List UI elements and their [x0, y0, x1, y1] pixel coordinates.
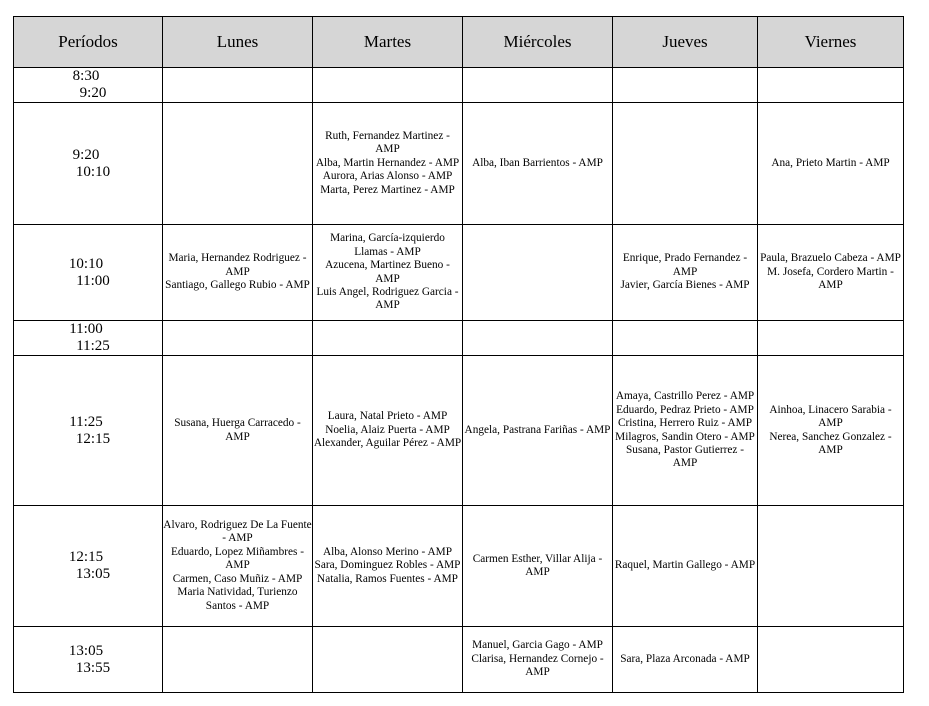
- staff-entry: Ruth, Fernandez Martinez - AMP: [325, 129, 450, 156]
- staff-entry: Marta, Perez Martinez - AMP: [320, 183, 455, 196]
- schedule-cell-monday: [163, 68, 313, 103]
- schedule-cell-monday: [163, 506, 313, 627]
- schedule-cell-thursday: [613, 103, 758, 225]
- staff-entry: Aurora, Arias Alonso - AMP: [322, 170, 453, 183]
- staff-entry: Noelia, Alaiz Puerta - AMP: [325, 423, 450, 436]
- staff-entry: Javier, García Bienes - AMP: [620, 279, 750, 292]
- schedule-cell-friday: [758, 356, 904, 506]
- period-end: 13:05: [75, 566, 111, 582]
- staff-entry: Luis Angel, Rodriguez Garcia - AMP: [316, 285, 459, 312]
- staff-entry: Susana, Pastor Gutierrez - AMP: [626, 443, 744, 470]
- schedule-cell-thursday: [613, 321, 758, 356]
- period-end: 10:10: [75, 163, 111, 180]
- header-thursday: Jueves: [613, 17, 758, 68]
- staff-entry: Santiago, Gallego Rubio - AMP: [165, 279, 310, 292]
- table-row: [14, 225, 904, 321]
- period-cell: [14, 68, 163, 103]
- schedule-cell-monday: [163, 225, 313, 321]
- period-start: 11:00: [69, 321, 103, 337]
- staff-entry: Sara, Dominguez Robles - AMP: [314, 559, 461, 572]
- period-cell: [14, 627, 163, 693]
- staff-entry: Eduardo, Lopez Miñambres - AMP: [170, 545, 304, 572]
- staff-entry: Ainhoa, Linacero Sarabia - AMP: [769, 403, 892, 430]
- staff-entry: Milagros, Sandin Otero - AMP: [615, 430, 755, 443]
- staff-entry: Clarisa, Hernandez Cornejo - AMP: [471, 652, 604, 679]
- schedule-cell-monday: [163, 627, 313, 693]
- staff-entry: Alba, Alonso Merino - AMP: [323, 545, 452, 558]
- table-row: [14, 321, 904, 356]
- schedule-cell-thursday: [613, 225, 758, 321]
- schedule-body: [14, 68, 904, 693]
- timetable: [13, 16, 904, 693]
- header-wednesday: Miércoles: [463, 17, 613, 68]
- schedule-cell-wednesday: [463, 506, 613, 627]
- schedule-cell-wednesday: [463, 321, 613, 356]
- staff-entry: Cristina, Herrero Ruiz - AMP: [618, 417, 752, 430]
- period-end: 11:25: [76, 338, 110, 354]
- staff-entry: Nerea, Sanchez Gonzalez - AMP: [769, 430, 892, 456]
- schedule-cell-friday: [758, 506, 904, 627]
- schedule-cell-friday: [758, 627, 904, 693]
- schedule-cell-monday: [163, 356, 313, 506]
- schedule-cell-thursday: [613, 68, 758, 103]
- schedule-cell-thursday: [613, 356, 758, 506]
- staff-entry: Alvaro, Rodriguez De La Fuente - AMP: [163, 519, 312, 545]
- staff-entry: Alba, Iban Barrientos - AMP: [472, 156, 603, 169]
- schedule-cell-tuesday: [313, 321, 463, 356]
- period-cell: [14, 506, 163, 627]
- staff-entry: Ana, Prieto Martin - AMP: [771, 156, 890, 169]
- staff-entry: Sara, Plaza Arconada - AMP: [620, 652, 750, 665]
- staff-entry: Laura, Natal Prieto - AMP: [327, 410, 448, 423]
- schedule-cell-friday: [758, 68, 904, 103]
- schedule-cell-tuesday: [313, 627, 463, 693]
- staff-entry: Angela, Pastrana Fariñas - AMP: [464, 423, 611, 436]
- staff-entry: Maria Natividad, Turienzo Santos - AMP: [177, 586, 298, 612]
- schedule-cell-monday: [163, 321, 313, 356]
- schedule-cell-friday: [758, 103, 904, 225]
- schedule-cell-tuesday: [313, 225, 463, 321]
- schedule-cell-thursday: [613, 506, 758, 627]
- period-end: 12:15: [75, 430, 111, 447]
- staff-entry: Enrique, Prado Fernandez - AMP: [622, 252, 748, 278]
- header-tuesday: Martes: [313, 17, 463, 68]
- schedule-cell-tuesday: [313, 103, 463, 225]
- period-cell: [14, 103, 163, 225]
- table-row: [14, 356, 904, 506]
- header-periods: Períodos: [14, 17, 163, 68]
- period-start: 10:10: [68, 255, 104, 272]
- schedule-cell-tuesday: [313, 356, 463, 506]
- staff-entry: Azucena, Martinez Bueno - AMP: [325, 259, 450, 285]
- table-row: [14, 103, 904, 225]
- staff-entry: Amaya, Castrillo Perez - AMP: [615, 390, 755, 403]
- staff-entry: Marina, García-izquierdo Llamas - AMP: [330, 232, 445, 258]
- schedule-cell-monday: [163, 103, 313, 225]
- staff-entry: Carmen Esther, Villar Alija - AMP: [472, 552, 603, 578]
- staff-entry: Paula, Brazuelo Cabeza - AMP: [760, 252, 901, 265]
- schedule-cell-wednesday: [463, 68, 613, 103]
- staff-entry: Carmen, Caso Muñiz - AMP: [172, 572, 303, 585]
- staff-entry: Susana, Huerga Carracedo - AMP: [174, 417, 301, 443]
- staff-entry: Eduardo, Pedraz Prieto - AMP: [616, 403, 754, 416]
- period-start: 11:25: [69, 413, 103, 430]
- schedule-cell-wednesday: [463, 627, 613, 693]
- header-row: [14, 17, 904, 68]
- period-start: 8:30: [72, 68, 100, 84]
- staff-entry: Maria, Hernandez Rodriguez - AMP: [168, 252, 307, 278]
- table-row: [14, 506, 904, 627]
- period-cell: [14, 225, 163, 321]
- schedule-cell-thursday: [613, 627, 758, 693]
- period-start: 13:05: [68, 642, 104, 659]
- header-friday: Viernes: [758, 17, 904, 68]
- schedule-cell-wednesday: [463, 225, 613, 321]
- schedule-cell-tuesday: [313, 68, 463, 103]
- staff-entry: Raquel, Martin Gallego - AMP: [614, 559, 756, 572]
- period-end: 11:00: [76, 272, 110, 289]
- staff-entry: Manuel, Garcia Gago - AMP: [472, 639, 603, 652]
- staff-entry: M. Josefa, Cordero Martin - AMP: [767, 265, 894, 292]
- period-start: 9:20: [72, 146, 100, 163]
- schedule-cell-tuesday: [313, 506, 463, 627]
- period-cell: [14, 356, 163, 506]
- header-monday: Lunes: [163, 17, 313, 68]
- table-row: [14, 627, 904, 693]
- schedule-cell-friday: [758, 321, 904, 356]
- staff-entry: Natalia, Ramos Fuentes - AMP: [317, 572, 458, 585]
- period-end: 13:55: [75, 659, 111, 676]
- staff-entry: Alexander, Aguilar Pérez - AMP: [313, 437, 462, 450]
- staff-entry: Alba, Martin Hernandez - AMP: [315, 156, 460, 169]
- schedule-cell-friday: [758, 225, 904, 321]
- period-end: 9:20: [79, 85, 107, 101]
- schedule-cell-wednesday: [463, 103, 613, 225]
- table-row: [14, 68, 904, 103]
- period-cell: [14, 321, 163, 356]
- schedule-cell-wednesday: [463, 356, 613, 506]
- period-start: 12:15: [68, 549, 104, 565]
